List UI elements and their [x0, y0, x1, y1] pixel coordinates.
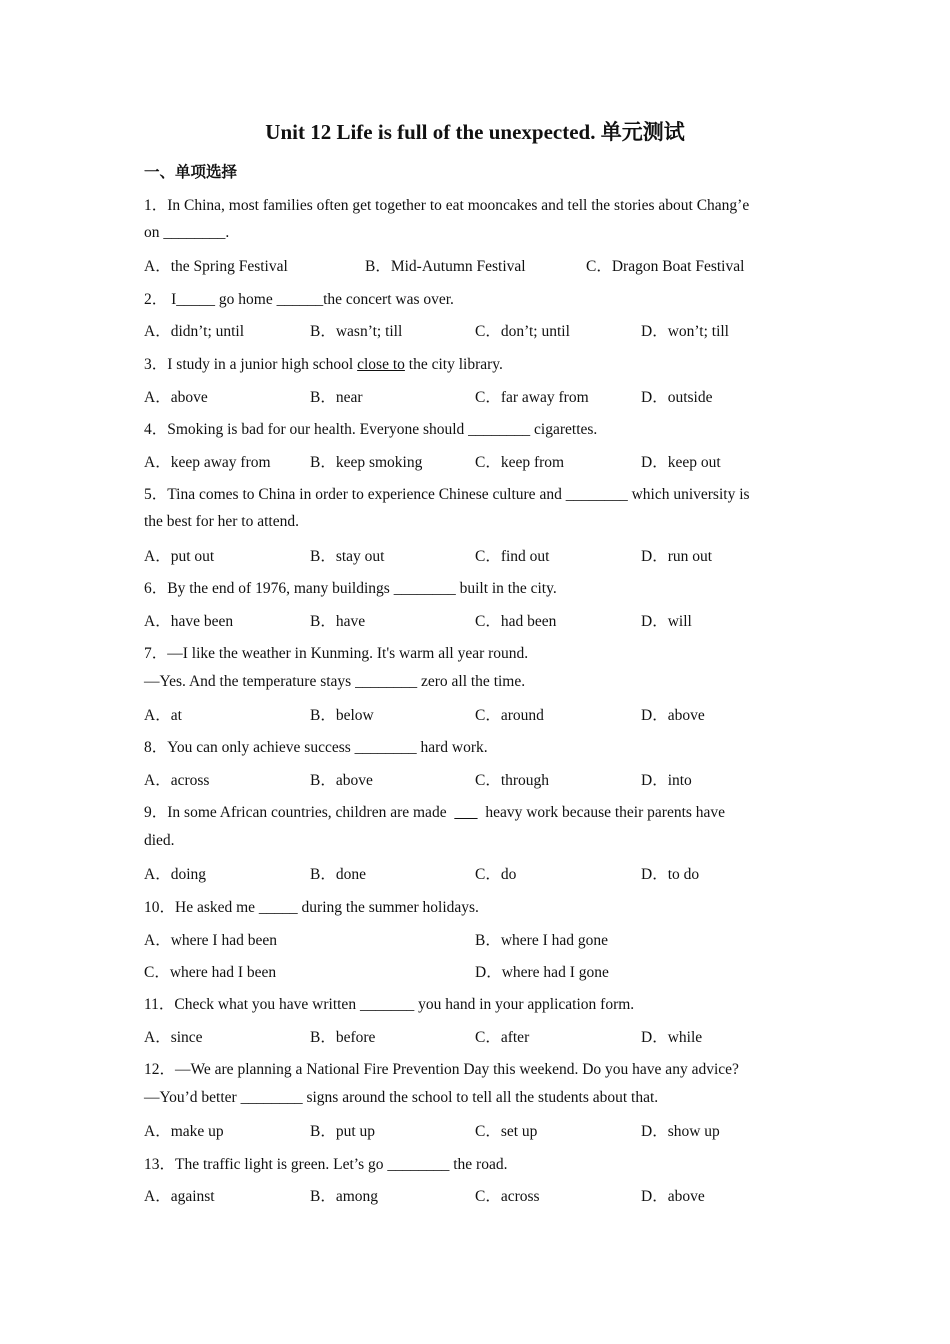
option-b[interactable]: B．among	[310, 1188, 379, 1205]
option-c[interactable]: C．across	[475, 1188, 540, 1205]
option-b[interactable]: B．put up	[310, 1123, 376, 1140]
option-d[interactable]: D．where had I gone	[475, 964, 609, 981]
question-4-options	[144, 450, 824, 472]
question-9-options	[144, 862, 824, 884]
option-a[interactable]: A．where I had been	[144, 932, 277, 949]
option-d[interactable]: D．keep out	[641, 454, 721, 471]
question-1-options	[144, 254, 824, 276]
question-3-text	[144, 352, 503, 374]
option-c[interactable]: C．far away from	[475, 389, 589, 406]
question-3-pre: 3．I study in a junior high school	[144, 356, 358, 373]
option-a[interactable]: A．make up	[144, 1123, 224, 1140]
question-13-options	[144, 1184, 824, 1206]
question-3-post: the city library.	[404, 356, 503, 373]
option-d[interactable]: D．above	[641, 707, 705, 724]
option-d[interactable]: D．show up	[641, 1123, 720, 1140]
question-8-text: 8．You can only achieve success ________ hard work.	[144, 739, 488, 756]
question-5-text: 5．Tina comes to China in order to experience Chinese culture and ________ which university is	[144, 486, 750, 503]
option-c[interactable]: C．after	[475, 1029, 530, 1046]
question-10-options-row1	[144, 928, 824, 950]
option-c[interactable]: C．around	[475, 707, 544, 724]
option-d[interactable]: D．to do	[641, 866, 700, 883]
question-5-options	[144, 544, 824, 566]
option-a[interactable]: A．since	[144, 1029, 203, 1046]
option-b[interactable]: B．where I had gone	[475, 932, 608, 949]
option-b[interactable]: B．stay out	[310, 548, 385, 565]
option-d[interactable]: D．above	[641, 1188, 705, 1205]
option-b[interactable]: B．keep smoking	[310, 454, 423, 471]
option-b[interactable]: B．wasn’t; till	[310, 323, 403, 340]
option-d[interactable]: D．will	[641, 613, 692, 630]
option-a[interactable]: A．across	[144, 772, 210, 789]
page-title: Unit 12 Life is full of the unexpected. 单元测试	[265, 120, 685, 144]
option-c[interactable]: C．keep from	[475, 454, 565, 471]
option-c[interactable]: C．through	[475, 772, 550, 789]
question-2-options	[144, 319, 824, 341]
option-c[interactable]: C．where had I been	[144, 964, 277, 981]
question-2-text: 2． I_____ go home ______the concert was over.	[144, 291, 454, 308]
option-d[interactable]: D．outside	[641, 389, 713, 406]
question-12-options	[144, 1119, 824, 1141]
option-c[interactable]: C．set up	[475, 1123, 538, 1140]
option-b[interactable]: B．have	[310, 613, 366, 630]
question-10-options-row2	[144, 960, 824, 982]
underlined-phrase: close to	[357, 356, 405, 373]
option-b[interactable]: B．below	[310, 707, 374, 724]
option-a[interactable]: A．at	[144, 707, 182, 724]
option-c[interactable]: C．don’t; until	[475, 323, 570, 340]
question-1-text-cont: on ________.	[144, 224, 230, 241]
question-3-options	[144, 385, 824, 407]
option-a[interactable]: A．against	[144, 1188, 215, 1205]
option-b[interactable]: B．before	[310, 1029, 376, 1046]
question-7-options	[144, 703, 824, 725]
option-d[interactable]: D．into	[641, 772, 692, 789]
option-d[interactable]: D．won’t; till	[641, 323, 729, 340]
option-a[interactable]: A．above	[144, 389, 208, 406]
option-c[interactable]: C．had been	[475, 613, 557, 630]
question-6-text: 6．By the end of 1976, many buildings ________ built in the city.	[144, 580, 557, 597]
option-c[interactable]: C．Dragon Boat Festival	[586, 258, 745, 275]
option-c[interactable]: C．find out	[475, 548, 550, 565]
question-10-text: 10．He asked me _____ during the summer holidays.	[144, 899, 479, 916]
option-d[interactable]: D．while	[641, 1029, 703, 1046]
question-4-text: 4．Smoking is bad for our health. Everyone should ________ cigarettes.	[144, 421, 598, 438]
question-1-text: 1．In China, most families often get together to eat mooncakes and tell the stories about Chang’e	[144, 197, 750, 214]
question-6-options	[144, 609, 824, 631]
question-8-options	[144, 768, 824, 790]
option-a[interactable]: A．keep away from	[144, 454, 271, 471]
question-12-text: 12．—We are planning a National Fire Prevention Day this weekend. Do you have any advice?	[144, 1061, 739, 1078]
question-9-post: heavy work because their parents have	[477, 804, 726, 821]
option-a[interactable]: A．doing	[144, 866, 207, 883]
question-11-text: 11．Check what you have written _______ you hand in your application form.	[144, 996, 635, 1013]
question-9-text	[144, 800, 725, 822]
option-a[interactable]: A．the Spring Festival	[144, 258, 288, 275]
question-7-text: 7．—I like the weather in Kunming. It's warm all year round.	[144, 645, 529, 662]
option-a[interactable]: A．didn’t; until	[144, 323, 245, 340]
answer-blank[interactable]	[454, 804, 477, 821]
option-a[interactable]: A．have been	[144, 613, 234, 630]
question-9-text-cont: died.	[144, 832, 175, 849]
option-b[interactable]: B．above	[310, 772, 373, 789]
option-b[interactable]: B．Mid-Autumn Festival	[365, 258, 526, 275]
section-heading: 一、单项选择	[144, 163, 238, 181]
option-a[interactable]: A．put out	[144, 548, 215, 565]
option-d[interactable]: D．run out	[641, 548, 713, 565]
option-c[interactable]: C．do	[475, 866, 517, 883]
question-11-options	[144, 1025, 824, 1047]
question-12-text-cont: —You’d better ________ signs around the school to tell all the students about that.	[144, 1089, 659, 1106]
question-13-text: 13．The traffic light is green. Let’s go ________ the road.	[144, 1156, 508, 1173]
question-7-text-cont: —Yes. And the temperature stays ________ zero all the time.	[144, 673, 526, 690]
question-5-text-cont: the best for her to attend.	[144, 513, 299, 530]
question-9-pre: 9．In some African countries, children are made	[144, 804, 455, 821]
option-b[interactable]: B．done	[310, 866, 366, 883]
option-b[interactable]: B．near	[310, 389, 363, 406]
